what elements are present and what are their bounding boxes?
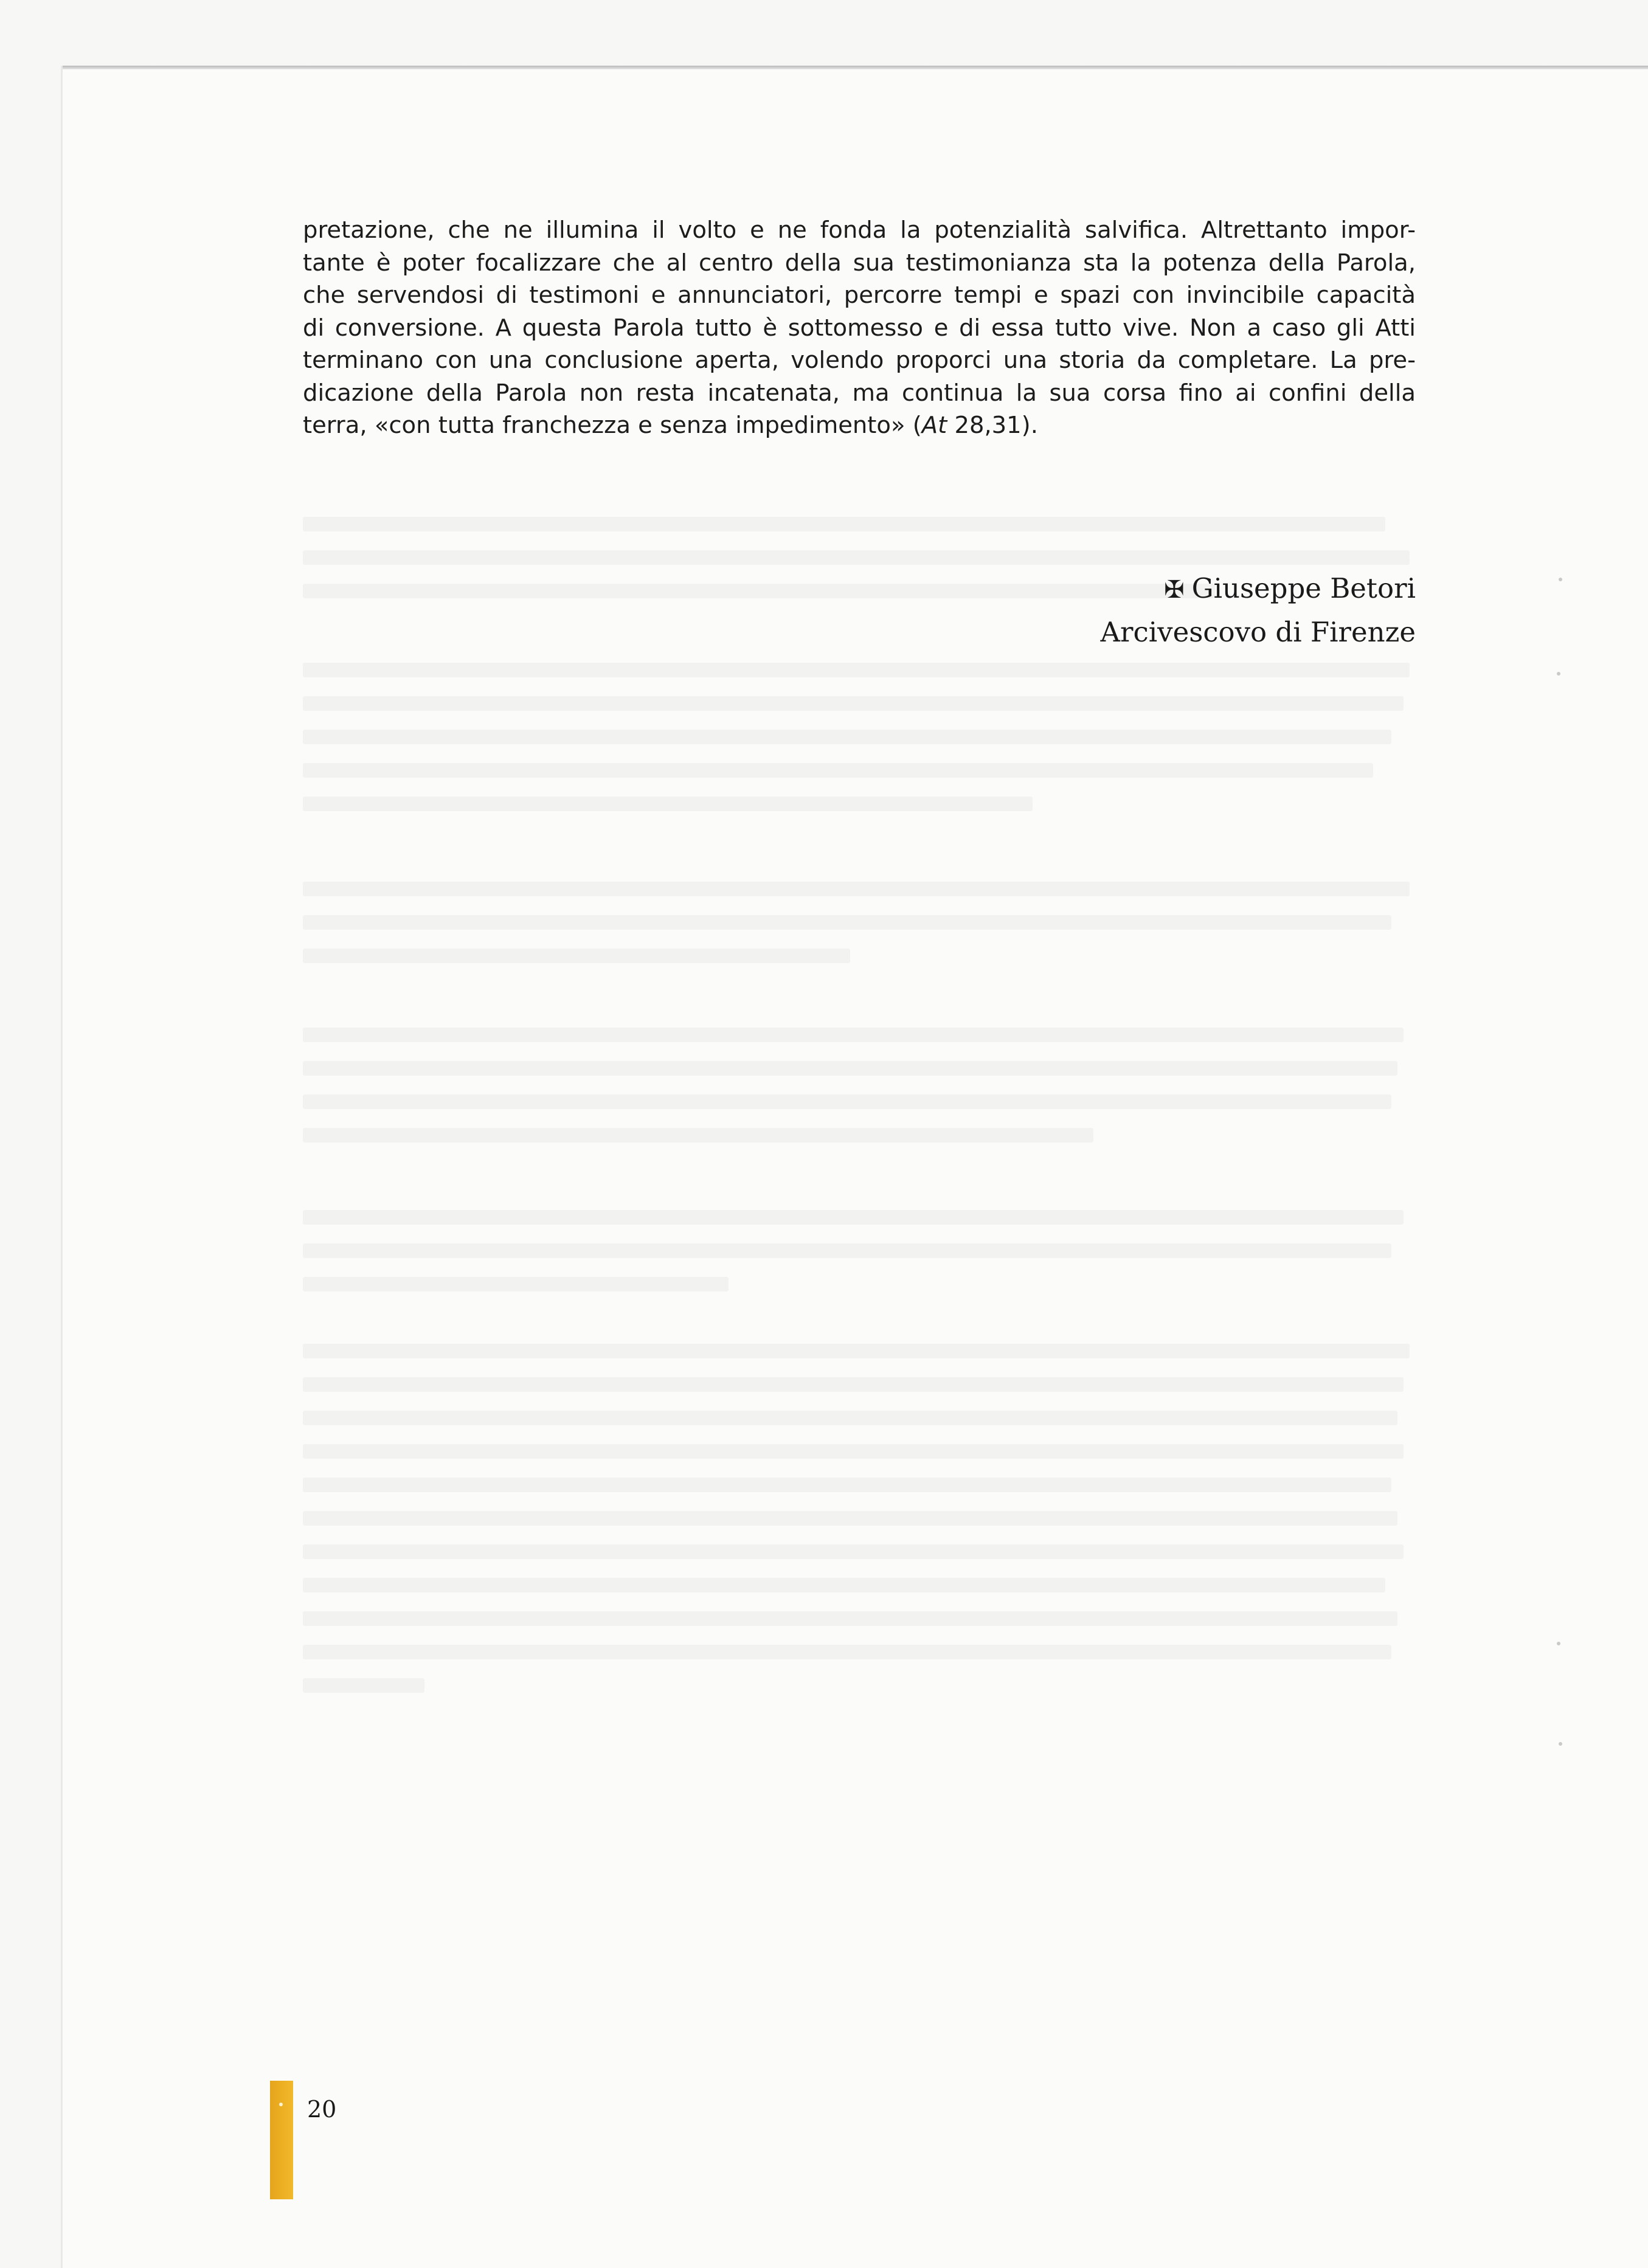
- body-line: terminano con una conclusione aperta, volendo proporci una storia da completare. La pre-: [303, 347, 1416, 374]
- page-top-edge: [61, 66, 1648, 69]
- body-line: di conversione. A questa Parola tutto è sottomesso e di essa tutto vive. Non a caso gli Atti: [303, 314, 1416, 342]
- citation-book: At: [921, 412, 947, 439]
- page-left-edge: [61, 66, 63, 2268]
- signature-title: Arcivescovo di Firenze: [1100, 616, 1416, 648]
- signature-name-line: [1101, 567, 1416, 611]
- body-line-last: [303, 409, 1416, 442]
- body-line: tante è poter focalizzare che al centro della sua testimonianza sta la potenza della Parola,: [303, 249, 1416, 277]
- page-number-tab: [270, 2081, 293, 2199]
- body-line: pretazione, che ne illumina il volto e ne fonda la potenzialità salvifica. Altrettanto impor-: [303, 216, 1416, 244]
- body-line-last-text: terra, «con tutta franchezza e senza impedimento» (: [303, 412, 922, 439]
- body-line: che servendosi di testimoni e annunciatori, percorre tempi e spazi con invincibile capacità: [303, 282, 1416, 309]
- paper-speck: [1557, 672, 1560, 676]
- page-number: 20: [307, 2096, 337, 2123]
- body-paragraph: [303, 214, 1416, 442]
- signature-block: [1101, 567, 1416, 653]
- body-line: dicazione della Parola non resta incatenata, ma continua la sua corsa fino ai confini della: [303, 379, 1416, 407]
- cross-icon: ✠: [1164, 576, 1185, 604]
- paper-speck: [1559, 578, 1562, 581]
- signature-name: Giuseppe Betori: [1191, 572, 1416, 604]
- citation-reference: 28,31).: [947, 412, 1038, 439]
- tab-dot-icon: [279, 2103, 283, 2106]
- paper-speck: [1557, 1642, 1560, 1645]
- paper-speck: [1559, 1742, 1562, 1746]
